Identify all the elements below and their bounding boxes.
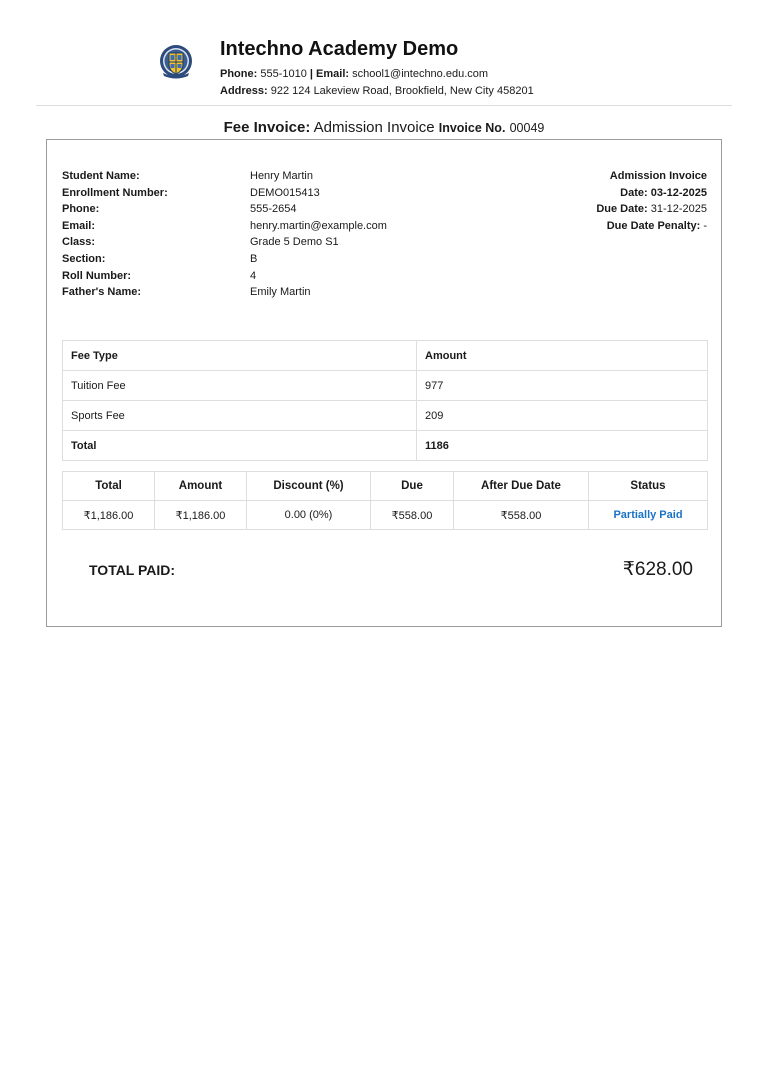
header-divider (36, 105, 732, 106)
table-row (63, 371, 708, 401)
total-paid-label: TOTAL PAID: (89, 562, 176, 578)
student-name-label: Student Name: (62, 170, 140, 182)
school-contact (220, 68, 488, 80)
roll-number-label: Roll Number: (62, 269, 132, 282)
fee-type-header: Fee Type (63, 341, 417, 371)
father-name-label: Father's Name: (62, 286, 142, 299)
student-phone-value: 555-2654 (250, 203, 297, 216)
fee-table (62, 340, 708, 461)
fee-total-value: 1186 (417, 431, 708, 461)
summary-total-cell: ₹1,186.00 (63, 501, 155, 530)
invoice-title (0, 119, 768, 136)
student-email-label: Email: (62, 219, 96, 232)
student-name-value: Henry Martin (250, 170, 313, 182)
status-badge: Partially Paid (589, 501, 708, 530)
summary-after-due-header: After Due Date (454, 472, 589, 501)
section-value: B (250, 252, 258, 265)
enrollment-number-label: Enrollment Number: (62, 186, 168, 199)
enrollment-number-value: DEMO015413 (250, 186, 320, 199)
roll-number-value: 4 (250, 269, 257, 282)
school-address: 922 124 Lakeview Road, Brookfield, New City 458201 (270, 85, 534, 97)
table-row (63, 501, 708, 530)
phone-label: Phone: (220, 68, 258, 80)
student-info-row (62, 270, 382, 287)
fee-amount-cell: 209 (417, 401, 708, 431)
student-email-value: henry.martin@example.com (250, 219, 387, 232)
section-label: Section: (62, 252, 106, 265)
school-email: school1@intechno.edu.com (352, 68, 489, 80)
school-name: Intechno Academy Demo (220, 38, 459, 60)
summary-discount-header: Discount (%) (247, 472, 371, 501)
address-label: Address: (220, 85, 268, 97)
contact-separator: | (309, 68, 313, 80)
student-phone-label: Phone: (62, 203, 100, 216)
invoice-title-label: Fee Invoice: (223, 119, 311, 136)
student-info-row (62, 187, 382, 204)
student-info-row (62, 253, 382, 270)
total-paid-value: ₹628.00 (622, 559, 693, 580)
summary-discount-cell: 0.00 (0%) (247, 501, 371, 530)
summary-status-header: Status (589, 472, 708, 501)
class-label: Class: (62, 236, 96, 249)
invoice-number-label: Invoice No. (438, 121, 506, 135)
summary-amount-cell: ₹1,186.00 (155, 501, 247, 530)
school-address-line (220, 85, 534, 97)
due-date-penalty: - (703, 219, 707, 232)
invoice-meta-type: Admission Invoice (609, 170, 707, 182)
fee-type-cell: Tuition Fee (63, 371, 417, 401)
fee-amount-cell: 977 (417, 371, 708, 401)
fee-total-label: Total (63, 431, 417, 461)
summary-after-due-cell: ₹558.00 (454, 501, 589, 530)
invoice-header (0, 0, 768, 106)
table-total-row (63, 431, 708, 461)
summary-table (62, 471, 708, 530)
due-date-penalty-label: Due Date Penalty: (606, 219, 701, 232)
summary-amount-header: Amount (155, 472, 247, 501)
invoice-type: Admission Invoice (313, 119, 435, 136)
student-info (62, 170, 387, 303)
invoice-date: 03-12-2025 (650, 186, 707, 199)
school-crest-icon (158, 44, 194, 80)
school-phone: 555-1010 (260, 68, 307, 80)
class-value: Grade 5 Demo S1 (250, 236, 339, 249)
student-info-row (62, 236, 382, 253)
student-info-row (62, 170, 382, 187)
summary-due-header: Due (371, 472, 454, 501)
father-name-value: Emily Martin (250, 286, 311, 299)
student-info-row (62, 219, 387, 237)
invoice-number: 00049 (509, 121, 545, 135)
table-row (63, 401, 708, 431)
email-label: Email: (316, 68, 350, 80)
fee-type-cell: Sports Fee (63, 401, 417, 431)
summary-due-cell: ₹558.00 (371, 501, 454, 530)
table-header-row (63, 472, 708, 501)
amount-header: Amount (417, 341, 708, 371)
student-info-row (62, 286, 382, 303)
student-info-row (62, 203, 382, 220)
invoice-card (46, 139, 722, 627)
table-header-row (63, 341, 708, 371)
invoice-meta (596, 170, 707, 236)
invoice-date-label: Date: (620, 186, 648, 199)
summary-total-header: Total (63, 472, 155, 501)
due-date: 31-12-2025 (650, 203, 707, 216)
due-date-label: Due Date: (596, 203, 648, 216)
